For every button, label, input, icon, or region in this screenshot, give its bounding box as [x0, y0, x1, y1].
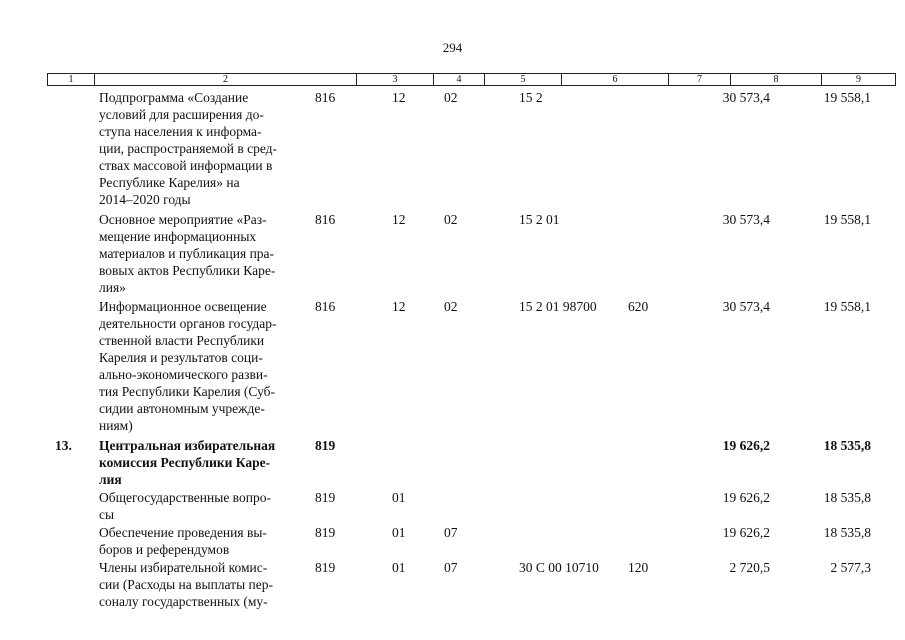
cell-col3: 819 [315, 438, 336, 453]
table-header [47, 73, 896, 86]
cell-col8: 30 573,4 [722, 212, 770, 227]
cell-col9: 19 558,1 [823, 212, 871, 227]
row-name: Обеспечение проведения вы- боров и референдумов [99, 525, 267, 557]
cell-col6: 15 2 [519, 90, 543, 105]
cell-col3: 819 [315, 560, 336, 575]
cell-col8: 30 573,4 [722, 90, 770, 105]
page-number: 294 [442, 40, 463, 55]
cell-col8: 2 720,5 [729, 560, 770, 575]
column-header: 5 [484, 74, 561, 85]
column-header: 6 [561, 74, 668, 85]
row-name: Подпрограмма «Создание условий для расширения до- ступа населения к информа- ции, распространяемой в сред- ствах массовой информации в Республике Карелия» на 2014–2020 годы [99, 90, 278, 207]
row-name: Общегосударственные вопро- сы [99, 490, 271, 522]
cell-col9: 2 577,3 [830, 560, 871, 575]
cell-col9: 18 535,8 [823, 438, 871, 453]
cell-col3: 819 [315, 525, 336, 540]
cell-col9: 19 558,1 [823, 90, 871, 105]
cell-col7: 620 [628, 299, 649, 314]
cell-col7: 120 [628, 560, 649, 575]
cell-col5: 02 [444, 212, 458, 227]
cell-col4: 12 [392, 90, 406, 105]
column-header: 2 [94, 74, 356, 85]
cell-col5: 02 [444, 299, 458, 314]
row-name: Центральная избирательная комиссия Республики Каре- лия [99, 438, 276, 487]
column-header: 9 [821, 74, 895, 85]
cell-col6: 15 2 01 98700 [519, 299, 597, 314]
cell-col4: 01 [392, 490, 406, 505]
cell-col4: 12 [392, 212, 406, 227]
column-header: 1 [68, 74, 74, 85]
cell-col5: 07 [444, 560, 458, 575]
cell-col8: 19 626,2 [722, 438, 770, 453]
cell-col6: 15 2 01 [519, 212, 560, 227]
cell-col5: 07 [444, 525, 458, 540]
row-number: 13. [55, 438, 72, 453]
cell-col3: 816 [315, 299, 336, 314]
cell-col3: 816 [315, 90, 336, 105]
cell-col5: 02 [444, 90, 458, 105]
cell-col9: 19 558,1 [823, 299, 871, 314]
cell-col3: 816 [315, 212, 336, 227]
cell-col4: 01 [392, 560, 406, 575]
column-header: 7 [668, 74, 730, 85]
cell-col9: 18 535,8 [823, 490, 871, 505]
cell-col9: 18 535,8 [823, 525, 871, 540]
row-name: Информационное освещение деятельности органов государ- ственной власти Республики Карелия и результатов соци- ально-экономического разви- тия Республики Карелия (Суб- сидии автономным учрежде- ниям) [99, 299, 277, 433]
cell-col6: 30 С 00 10710 [519, 560, 599, 575]
cell-col4: 01 [392, 525, 406, 540]
column-header: 3 [356, 74, 433, 85]
cell-col8: 30 573,4 [722, 299, 770, 314]
cell-col8: 19 626,2 [722, 525, 770, 540]
cell-col8: 19 626,2 [722, 490, 770, 505]
row-name: Члены избирательной комис- сии (Расходы на выплаты пер- соналу государственных (му- [99, 560, 273, 609]
cell-col4: 12 [392, 299, 406, 314]
column-header: 8 [730, 74, 821, 85]
column-header: 4 [433, 74, 484, 85]
cell-col3: 819 [315, 490, 336, 505]
row-name: Основное мероприятие «Раз- мещение информационных материалов и публикация пра- вовых актов Республики Каре- лия» [99, 212, 276, 295]
